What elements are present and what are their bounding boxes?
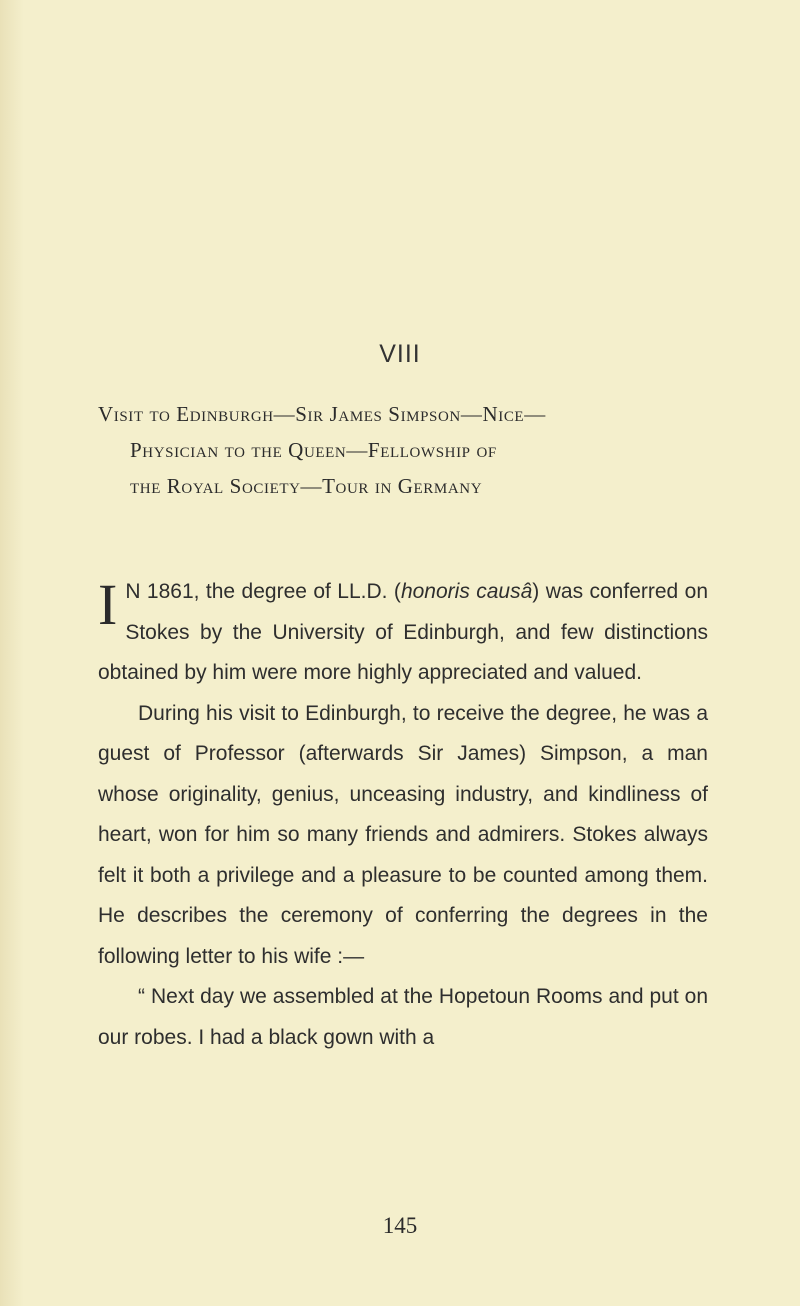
- page-edge-shadow: [0, 0, 24, 1306]
- page-number: 145: [382, 1213, 418, 1238]
- paragraph-1: [98, 572, 708, 694]
- paragraph-1-italic: honoris causâ: [400, 580, 533, 603]
- paragraph-1-text-a: N 1861, the degree of LL.D. (: [125, 580, 401, 603]
- drop-cap: I: [98, 572, 118, 637]
- synopsis-line-1: Visit to Edinburgh—Sir James Simpson—Nice—: [98, 402, 546, 426]
- paragraph-1-text-b: ) was conferred on Stokes by the University of Edinburgh, and few distinctions obtained by him were more highly appreciated and valued.: [98, 580, 709, 684]
- body-text: [98, 572, 708, 1058]
- chapter-synopsis: [98, 396, 708, 504]
- synopsis-line-3: the Royal Society—Tour in Germany: [130, 474, 483, 498]
- paragraph-3: “ Next day we assembled at the Hopetoun Rooms and put on our robes. I had a black gown with a: [98, 985, 708, 1049]
- chapter-number: VIII: [379, 340, 421, 368]
- synopsis-line-2: Physician to the Queen—Fellowship of: [130, 438, 497, 462]
- paragraph-2: During his visit to Edinburgh, to receive the degree, he was a guest of Professor (afterwards Sir James) Simpson, a man whose originality, genius, unceasing industry, and kindliness of heart, won for him so many friends and admirers. Stokes always felt it both a privilege and a pleasure to be counted among them. He describes the ceremony of conferring the degrees in the following letter to his wife :—: [98, 701, 708, 968]
